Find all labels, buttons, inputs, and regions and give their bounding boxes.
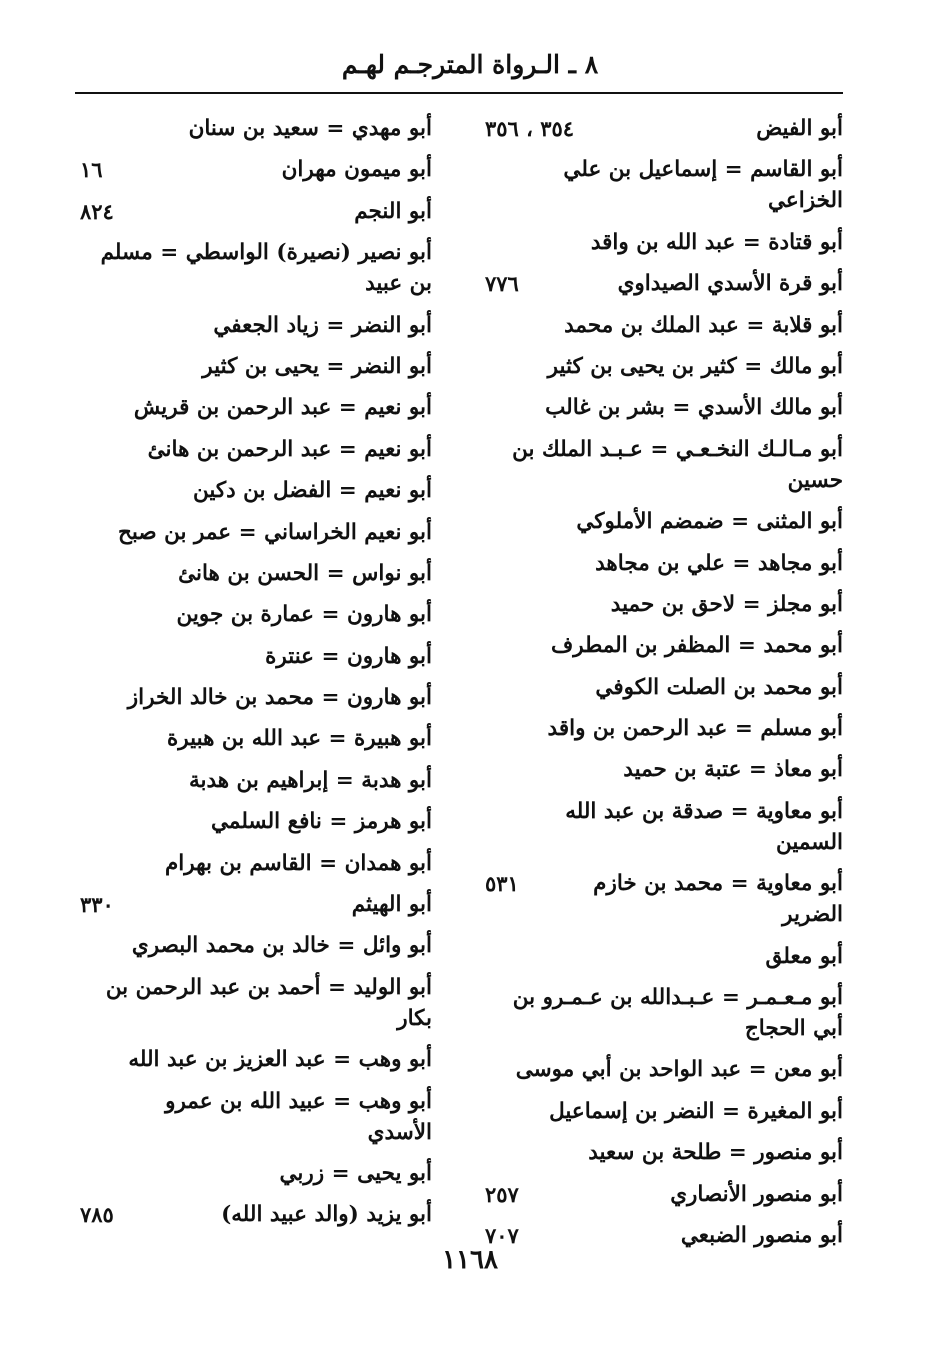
entry-name: أبو النضر = يحيى بن كثير xyxy=(202,353,432,379)
entry-name: أبو الوليد = أحمد بن عبد الرحمن بن بكار xyxy=(105,974,432,1031)
entry-name: أبو النضر = زياد الجعفي xyxy=(213,312,432,338)
entry-name: أبو منصور = طلحة بن سعيد xyxy=(588,1140,843,1166)
index-column-left xyxy=(80,113,432,1241)
index-entry xyxy=(80,930,432,961)
entry-name: أبو مهدي = سعيد بن سنان xyxy=(188,116,432,141)
entry-name: أبو منصور الأنصاري xyxy=(670,1181,843,1207)
index-entry xyxy=(485,506,843,537)
entry-name: أبو المثنى = ضمضم الأملوكي xyxy=(576,509,843,535)
index-entry xyxy=(485,351,843,382)
index-entry xyxy=(80,475,432,506)
entry-name: أبو الهيثم xyxy=(351,892,432,918)
index-entry xyxy=(80,154,432,185)
index-entry xyxy=(485,630,843,661)
index-entry xyxy=(485,268,843,299)
index-entry xyxy=(80,392,432,423)
entry-page-ref: ٣٥٤ ، ٣٥٦ xyxy=(485,116,575,141)
entry-name: أبو وائل = خالد بن محمد البصري xyxy=(131,933,432,959)
index-entry xyxy=(80,723,432,754)
entry-name: أبو هدبة = إبراهيم بن هدبة xyxy=(188,767,432,793)
page-number: ١١٦٨ xyxy=(442,1245,498,1275)
entry-name: أبو المغيرة = النضر بن إسماعيل xyxy=(549,1098,843,1124)
entry-name: أبو مالك الأسدي = بشر بن غالب xyxy=(545,395,843,421)
index-entry xyxy=(80,1199,432,1230)
entry-name: أبو يزيد (والد عبيد الله) xyxy=(221,1202,432,1228)
header-divider xyxy=(75,92,843,94)
index-entry xyxy=(80,1044,432,1075)
entry-name: أبو نصير (نصيرة) الواسطي = مسلم بن عبيد xyxy=(100,240,432,297)
entry-name: أبو القاسم = إسماعيل بن علي الخزاعي xyxy=(563,157,843,214)
entry-name: أبو مجاهد = علي بن مجاهد xyxy=(595,550,843,576)
entry-page-ref: ٧٠٧ xyxy=(485,1222,519,1248)
entry-page-ref: ٢٥٧ xyxy=(485,1181,519,1207)
entry-name: أبو معلق xyxy=(765,943,843,969)
index-entry xyxy=(485,868,843,930)
index-entry xyxy=(80,599,432,630)
index-entry xyxy=(80,972,432,1034)
entry-name: أبو معن = عبد الواحد بن أبي موسى xyxy=(515,1057,843,1083)
entry-name: أبو معاوية = صدقة بن عبد الله السمين xyxy=(565,798,843,855)
entry-name: أبو محمد = المظفر بن المطرف xyxy=(550,633,843,659)
entry-name: أبو هارون = عنترة xyxy=(265,643,432,669)
index-entry xyxy=(80,237,432,299)
entry-name: أبو مالك = كثير بن يحيى بن كثير xyxy=(547,353,843,379)
index-entry xyxy=(485,982,843,1044)
index-entry xyxy=(485,672,843,703)
index-entry xyxy=(80,1086,432,1148)
entry-name: أبو نعيم = عبد الرحمن بن هانئ xyxy=(147,436,432,462)
index-entry xyxy=(80,196,432,227)
index-entry xyxy=(80,765,432,796)
entry-name: أبو وهب = عبد العزيز بن عبد الله xyxy=(128,1047,432,1073)
index-entry xyxy=(485,310,843,341)
entry-name: أبو هبيرة = عبد الله بن هبيرة xyxy=(167,726,432,752)
index-entry xyxy=(80,113,432,144)
entry-page-ref: ٧٧٦ xyxy=(485,271,519,297)
index-entry xyxy=(80,517,432,548)
index-entry xyxy=(485,1054,843,1085)
index-entry xyxy=(80,434,432,465)
index-entry xyxy=(485,227,843,258)
entry-page-ref: ١٦ xyxy=(80,157,103,183)
index-entry xyxy=(80,682,432,713)
entry-name: أبو مـعـمـر = عـبـدالله بن عـمـرو بن أبي الحجاج xyxy=(512,985,843,1042)
index-entry xyxy=(485,113,843,144)
index-entry xyxy=(80,351,432,382)
entry-name: أبو مجلز = لاحق بن حميد xyxy=(610,591,843,617)
index-entry xyxy=(80,848,432,879)
page-title: ٨ ـ الـرواة المترجـم لهـم xyxy=(341,50,599,79)
entry-name: أبو نعيم = عبد الرحمن بن قريش xyxy=(133,395,432,421)
index-entry xyxy=(485,548,843,579)
entry-name: أبو همدان = القاسم بن بهرام xyxy=(165,850,432,876)
entry-name: أبو محمد بن الصلت الكوفي xyxy=(595,674,843,700)
entry-name: أبو هارون = محمد بن خالد الخراز xyxy=(127,685,432,711)
index-entry xyxy=(485,713,843,744)
index-entry xyxy=(80,1158,432,1189)
entry-name: أبو ميمون مهران xyxy=(281,157,432,183)
entry-page-ref: ٥٣١ xyxy=(485,871,519,897)
entry-name: أبو قلابة = عبد الملك بن محمد xyxy=(564,312,843,338)
index-entry xyxy=(485,154,843,216)
entry-name: أبو يحيى = زربي xyxy=(279,1160,432,1186)
index-entry xyxy=(485,941,843,972)
entry-page-ref: ٣٣٠ xyxy=(80,892,114,918)
index-entry xyxy=(485,754,843,785)
index-entry xyxy=(485,434,843,496)
index-entry xyxy=(485,392,843,423)
index-entry xyxy=(80,889,432,920)
index-entry xyxy=(80,641,432,672)
index-entry xyxy=(485,1137,843,1168)
entry-name: أبو هرمز = نافع السلمي xyxy=(210,809,432,835)
entry-name: أبو وهب = عبيد الله بن عمرو الأسدي xyxy=(165,1088,432,1145)
index-entry xyxy=(485,1179,843,1210)
entry-name: أبو النجم xyxy=(354,198,432,224)
index-entry xyxy=(80,806,432,837)
entry-name: أبو نعيم الخراساني = عمر بن صبح xyxy=(118,519,432,545)
index-column-right xyxy=(485,113,843,1261)
entry-name: أبو مـالـك النخـعـي = عـبـد الملك بن حسين xyxy=(512,436,843,493)
index-entry xyxy=(80,310,432,341)
entry-name: أبو قتادة = عبد الله بن واقد xyxy=(590,229,843,255)
entry-name: أبو نواس = الحسن بن هانئ xyxy=(178,560,432,586)
entry-page-ref: ٨٢٤ xyxy=(80,198,114,224)
entry-name: أبو مسلم = عبد الرحمن بن واقد xyxy=(547,716,843,742)
entry-page-ref: ٧٨٥ xyxy=(80,1202,114,1228)
index-entry xyxy=(485,796,843,858)
entry-name: أبو منصور الضبعي xyxy=(680,1222,843,1248)
entry-name: أبو معاوية = محمد بن خازم الضرير xyxy=(593,871,843,928)
entry-name: أبو نعيم = الفضل بن دكين xyxy=(193,478,432,504)
entry-name: أبو هارون = عمارة بن جوين xyxy=(176,602,432,628)
index-entry xyxy=(485,589,843,620)
entry-name: أبو الفيض xyxy=(756,116,843,141)
index-entry xyxy=(485,1096,843,1127)
index-entry xyxy=(80,558,432,589)
entry-name: أبو قرة الأسدي الصيداوي xyxy=(617,271,843,297)
entry-name: أبو معاذ = عتبة بن حميد xyxy=(623,757,843,783)
